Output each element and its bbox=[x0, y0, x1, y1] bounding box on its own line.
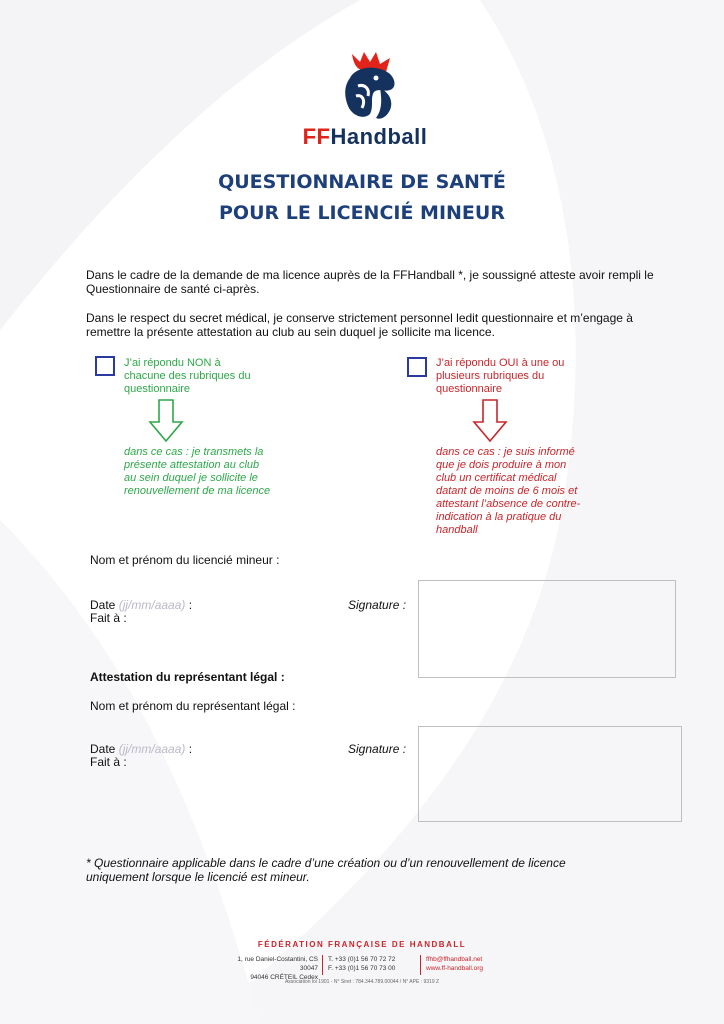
option-oui-label: J’ai répondu OUI à une ou plusieurs rubriques du questionnaire bbox=[436, 357, 565, 395]
footer-web-link[interactable]: www.ff-handball.org bbox=[426, 965, 483, 972]
footer-address bbox=[218, 955, 318, 982]
page-title-line1: QUESTIONNAIRE DE SANTÉ bbox=[218, 171, 506, 193]
footer-address-line1: 1, rue Daniel-Costantini, CS 30047 bbox=[237, 956, 318, 972]
footer-separator bbox=[420, 955, 421, 975]
legal-date-placeholder: (jj/mm/aaaa) bbox=[118, 742, 186, 756]
minor-place-label: Fait à : bbox=[90, 611, 127, 625]
footer-fax: F. +33 (0)1 56 70 73 00 bbox=[328, 965, 396, 972]
footer-organization: FÉDÉRATION FRANÇAISE DE HANDBALL bbox=[257, 940, 467, 949]
legal-date-colon: : bbox=[188, 742, 193, 756]
minor-signature-box[interactable] bbox=[418, 580, 676, 678]
footnote: * Questionnaire applicable dans le cadre d’une création ou d’un renouvellement de licence uniquement lorsque le licencié est mineur. bbox=[86, 856, 566, 884]
minor-name-label: Nom et prénom du licencié mineur : bbox=[90, 553, 280, 567]
footer-legal: Association loi 1901 - N° Siret : 784.344.789.00044 / N° APE : 9319 Z bbox=[284, 979, 440, 985]
option-non-consequence: dans ce cas : je transmets la présente attestation au club au sein duquel je sollicite le renouvellement de ma licence bbox=[124, 446, 271, 497]
legal-date-field[interactable] bbox=[90, 742, 192, 756]
option-non-label: J’ai répondu NON à chacune des rubriques du questionnaire bbox=[124, 357, 251, 395]
checkbox-oui[interactable] bbox=[407, 357, 427, 377]
option-oui-consequence: dans ce cas : je suis informé que je dois produire à mon club un certificat médical datant de moins de 6 mois et attestant l’absence de contre-indication à la pratique du handball bbox=[436, 446, 581, 536]
intro-paragraph-1: Dans le cadre de la demande de ma licence auprès de la FFHandball *, je soussigné atteste avoir rempli le Questionnaire de santé ci-après. bbox=[86, 268, 654, 296]
intro-paragraph-2: Dans le respect du secret médical, je conserve strictement personnel ledit questionnaire et m’engage à remettre la présente attestation au club au sein duquel je sollicite ma licence. bbox=[86, 311, 633, 339]
minor-date-colon: : bbox=[188, 598, 193, 612]
footer-address-line2: 94046 CRÉTEIL Cedex bbox=[250, 974, 318, 981]
legal-date-label: Date bbox=[90, 742, 116, 756]
checkbox-non[interactable] bbox=[95, 356, 115, 376]
brand-handball: Handball bbox=[330, 124, 428, 149]
footer-separator bbox=[322, 955, 323, 975]
minor-date-placeholder: (jj/mm/aaaa) bbox=[118, 598, 186, 612]
down-arrow-icon bbox=[472, 398, 508, 444]
footer-phone-block bbox=[328, 955, 420, 973]
minor-date-field[interactable] bbox=[90, 598, 192, 612]
legal-place-label: Fait à : bbox=[90, 755, 127, 769]
legal-signature-box[interactable] bbox=[418, 726, 682, 822]
rooster-logo-icon bbox=[330, 48, 410, 124]
footer-email-link[interactable]: ffhb@ffhandball.net bbox=[426, 956, 483, 963]
legal-signature-label: Signature : bbox=[348, 742, 407, 756]
footer-contact-block bbox=[426, 955, 526, 973]
minor-signature-label: Signature : bbox=[348, 598, 407, 612]
brand-ff: FF bbox=[302, 124, 331, 149]
down-arrow-icon bbox=[148, 398, 184, 444]
footer-phone: T. +33 (0)1 56 70 72 72 bbox=[328, 956, 396, 963]
brand-name bbox=[280, 124, 450, 150]
legal-heading: Attestation du représentant légal : bbox=[90, 670, 285, 684]
minor-date-label: Date bbox=[90, 598, 116, 612]
page-title-line2: POUR LE LICENCIÉ MINEUR bbox=[219, 202, 505, 224]
legal-name-label: Nom et prénom du représentant légal : bbox=[90, 699, 296, 713]
